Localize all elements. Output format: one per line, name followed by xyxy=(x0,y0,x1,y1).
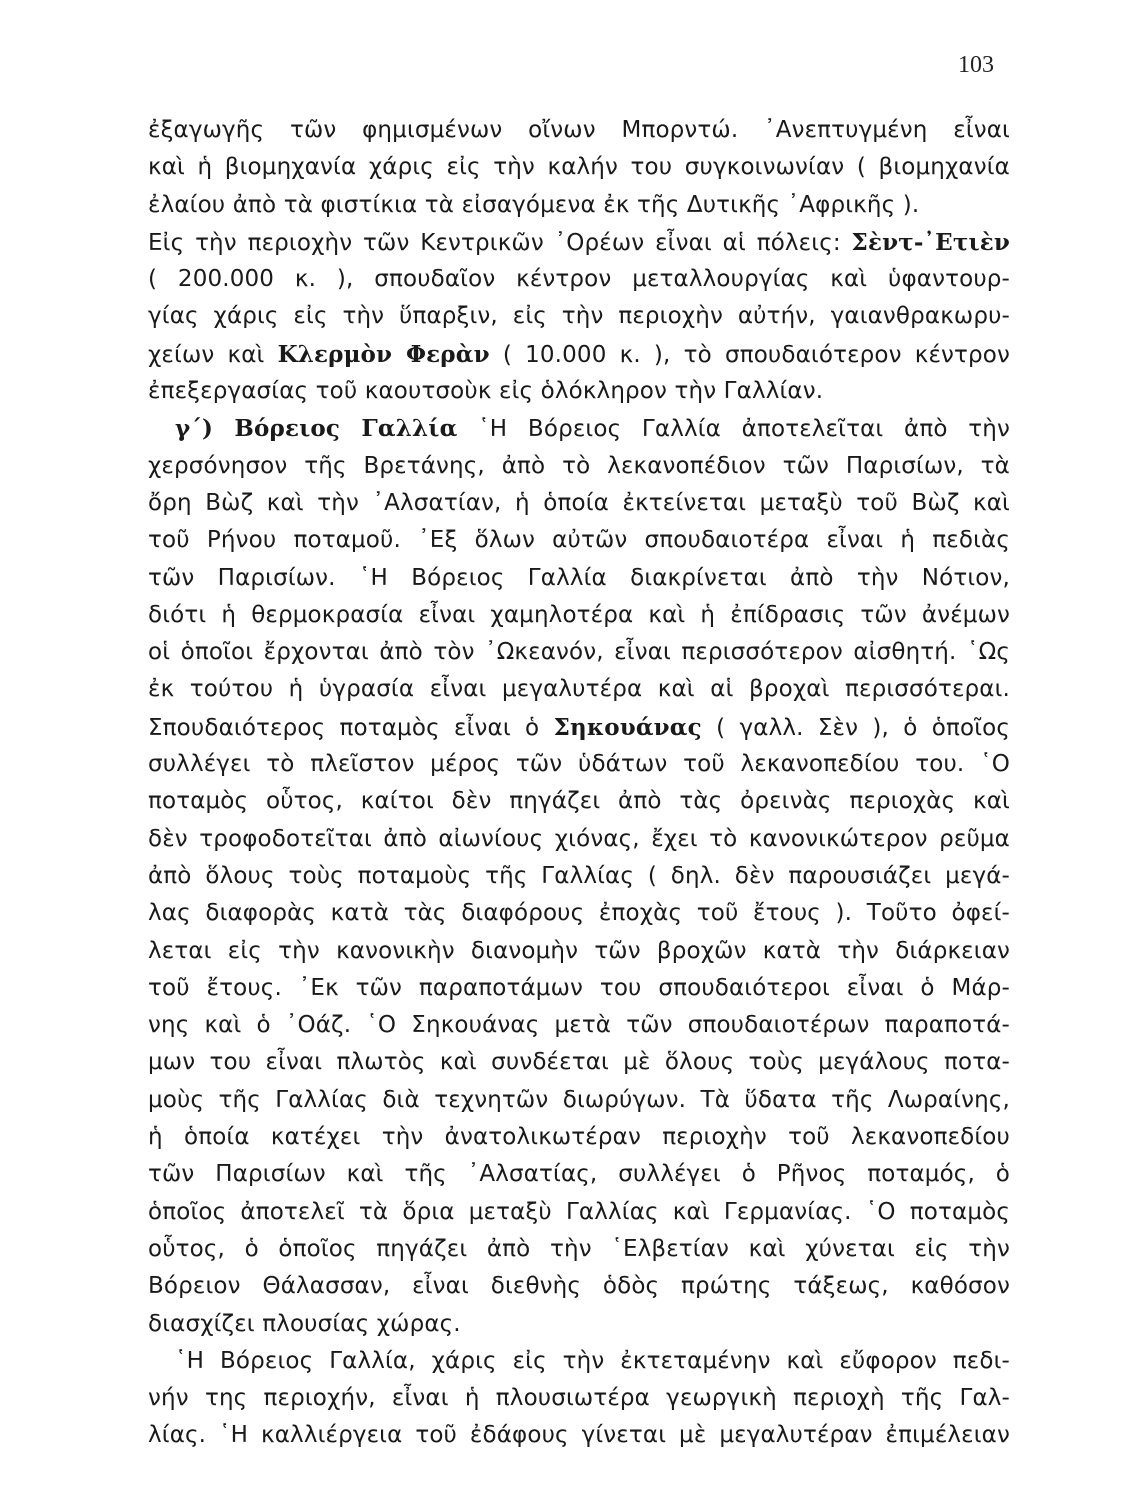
text-span: Σπουδαιότερος ποταμὸς εἶναι ὁ xyxy=(148,714,554,741)
text-line: οὗτος, ὁ ὁποῖος πηγάζει ἀπὸ τὴν ῾Ελβετίαν καὶ χύνεται εἰς τὴν xyxy=(148,1235,1010,1262)
text-line: τῶν Παρισίων. ῾Η Βόρειος Γαλλία διακρίνεται ἀπὸ τὴν Νότιον, xyxy=(148,564,1010,591)
text-line: Βόρειον Θάλασσαν, εἶναι διεθνὴς ὁδὸς πρώτης τάξεως, καθόσον xyxy=(148,1273,1010,1300)
page-number: 103 xyxy=(958,52,994,78)
text-line: ἡ ὁποία κατέχει τὴν ἀνατολικωτέραν περιοχὴν τοῦ λεκανοπεδίου xyxy=(148,1124,1010,1151)
text-line: ποταμὸς οὗτος, καίτοι δὲν πηγάζει ἀπὸ τὰς ὀρεινὰς περιοχὰς καὶ xyxy=(148,788,1010,815)
river-name-seine: Σηκουάνας xyxy=(553,713,702,741)
text-line: τῶν Παρισίων καὶ τῆς ᾿Αλσατίας, συλλέγει ὁ Ρῆνος ποταμός, ὁ xyxy=(148,1161,1010,1188)
text-line: συλλέγει τὸ πλεῖστον μέρος τῶν ὑδάτων τοῦ λεκανοπεδίου του. ῾Ο xyxy=(148,751,1010,778)
text-span: ( γαλλ. Σὲν ), ὁ ὁποῖος xyxy=(701,714,1010,741)
text-line: λεται εἰς τὴν κανονικὴν διανομὴν τῶν βροχῶν κατὰ τὴν διάρκειαν xyxy=(148,937,1010,964)
text-line: νης καὶ ὁ ᾿Οάζ. ῾Ο Σηκουάνας μετὰ τῶν σπουδαιοτέρων παραποτά- xyxy=(148,1012,1010,1039)
text-line: χερσόνησον τῆς Βρετάνης, ἀπὸ τὸ λεκανοπέδιον τῶν Παρισίων, τὰ xyxy=(148,452,1010,479)
text-line: ἐλαίου ἀπὸ τὰ φιστίκια τὰ εἰσαγόμενα ἐκ τῆς Δυτικῆς ᾿Αφρικῆς ). xyxy=(148,191,920,218)
text-line: μων του εἶναι πλωτὸς καὶ συνδέεται μὲ ὅλους τοὺς μεγάλους ποτα- xyxy=(148,1049,1010,1076)
place-name-clermont-ferrand: Κλερμὸν Φερὰν xyxy=(277,340,490,368)
text-line xyxy=(148,224,1010,261)
text-line: δὲν τροφοδοτεῖται ἀπὸ αἰωνίους χιόνας, ἔχει τὸ κανονικώτερον ρεῦμα xyxy=(148,825,1010,852)
section-heading-northern-france: γ΄) Βόρειος Γαλλία xyxy=(175,415,458,443)
text-line: διότι ἡ θερμοκρασία εἶναι χαμηλοτέρα καὶ ἡ ἐπίδρασις τῶν ἀνέμων xyxy=(148,601,1010,628)
text-line: ( 200.000 κ. ), σπουδαῖον κέντρον μεταλλουργίας καὶ ὑφαντουρ- xyxy=(148,266,1010,293)
text-line xyxy=(148,709,1010,746)
text-line: ἐκ τούτου ἡ ὑγρασία εἶναι μεγαλυτέρα καὶ αἱ βροχαὶ περισσότεραι. xyxy=(148,676,1010,703)
text-line xyxy=(148,336,1010,373)
text-line: γίας χάρις εἰς τὴν ὕπαρξιν, εἰς τὴν περιοχὴν αὐτήν, γαιανθρακωρυ- xyxy=(148,303,1010,330)
text-span: Εἰς τὴν περιοχὴν τῶν Κεντρικῶν ᾿Ορέων εἶναι αἱ πόλεις: xyxy=(148,229,852,256)
text-line: μοὺς τῆς Γαλλίας διὰ τεχνητῶν διωρύγων. Τὰ ὕδατα τῆς Λωραίνης, xyxy=(148,1086,1010,1113)
text-span: ( 10.000 κ. ), τὸ σπουδαιότερον κέντρον xyxy=(489,341,1010,368)
text-line: λίας. ῾Η καλλιέργεια τοῦ ἐδάφους γίνεται μὲ μεγαλυτέραν ἐπιμέλειαν xyxy=(148,1422,1010,1449)
text-line: ὁποῖος ἀποτελεῖ τὰ ὅρια μεταξὺ Γαλλίας καὶ Γερμανίας. ῾Ο ποταμὸς xyxy=(148,1198,1010,1225)
text-line xyxy=(148,410,1010,447)
text-span: χείων καὶ xyxy=(148,341,278,368)
text-line: ἐπεξεργασίας τοῦ καουτσοὺκ εἰς ὁλόκληρον τὴν Γαλλίαν. xyxy=(148,378,824,405)
text-line: ὄρη Βὼζ καὶ τὴν ᾿Αλσατίαν, ἡ ὁποία ἐκτείνεται μεταξὺ τοῦ Βὼζ καὶ xyxy=(148,489,1010,516)
body-text xyxy=(148,112,1010,1455)
text-line: λας διαφορὰς κατὰ τὰς διαφόρους ἐποχὰς τοῦ ἔτους ). Τοῦτο ὀφεί- xyxy=(148,900,1010,927)
text-line: τοῦ Ρήνου ποταμοῦ. ᾿Εξ ὅλων αὐτῶν σπουδαιοτέρα εἶναι ἡ πεδιὰς xyxy=(148,527,1010,554)
place-name-saint-etienne: Σὲντ-᾿Ετιὲν xyxy=(851,228,1010,256)
text-line: ῾Η Βόρειος Γαλλία, χάρις εἰς τὴν ἐκτεταμένην καὶ εὔφορον πεδι- xyxy=(175,1347,1010,1374)
text-line: διασχίζει πλουσίας χώρας. xyxy=(148,1310,461,1337)
text-span: ῾Η Βόρειος Γαλλία ἀποτελεῖται ἀπὸ τὴν xyxy=(457,416,1010,443)
text-line: καὶ ἡ βιομηχανία χάρις εἰς τὴν καλήν του συγκοινωνίαν ( βιομηχανία xyxy=(148,154,1010,181)
text-line: τοῦ ἔτους. ᾿Εκ τῶν παραποτάμων του σπουδαιότεροι εἶναι ὁ Μάρ- xyxy=(148,974,1010,1001)
text-line: νήν της περιοχήν, εἶναι ἡ πλουσιωτέρα γεωργικὴ περιοχὴ τῆς Γαλ- xyxy=(148,1385,1010,1412)
text-line: ἐξαγωγῆς τῶν φημισμένων οἴνων Μπορντώ. ᾿Ανεπτυγμένη εἶναι xyxy=(148,117,1010,143)
text-line: οἱ ὁποῖοι ἔρχονται ἀπὸ τὸν ᾿Ωκεανόν, εἶναι περισσότερον αἰσθητή. ῾Ως xyxy=(148,639,1010,666)
text-line: ἀπὸ ὅλους τοὺς ποταμοὺς τῆς Γαλλίας ( δηλ. δὲν παρουσιάζει μεγά- xyxy=(148,862,1010,889)
